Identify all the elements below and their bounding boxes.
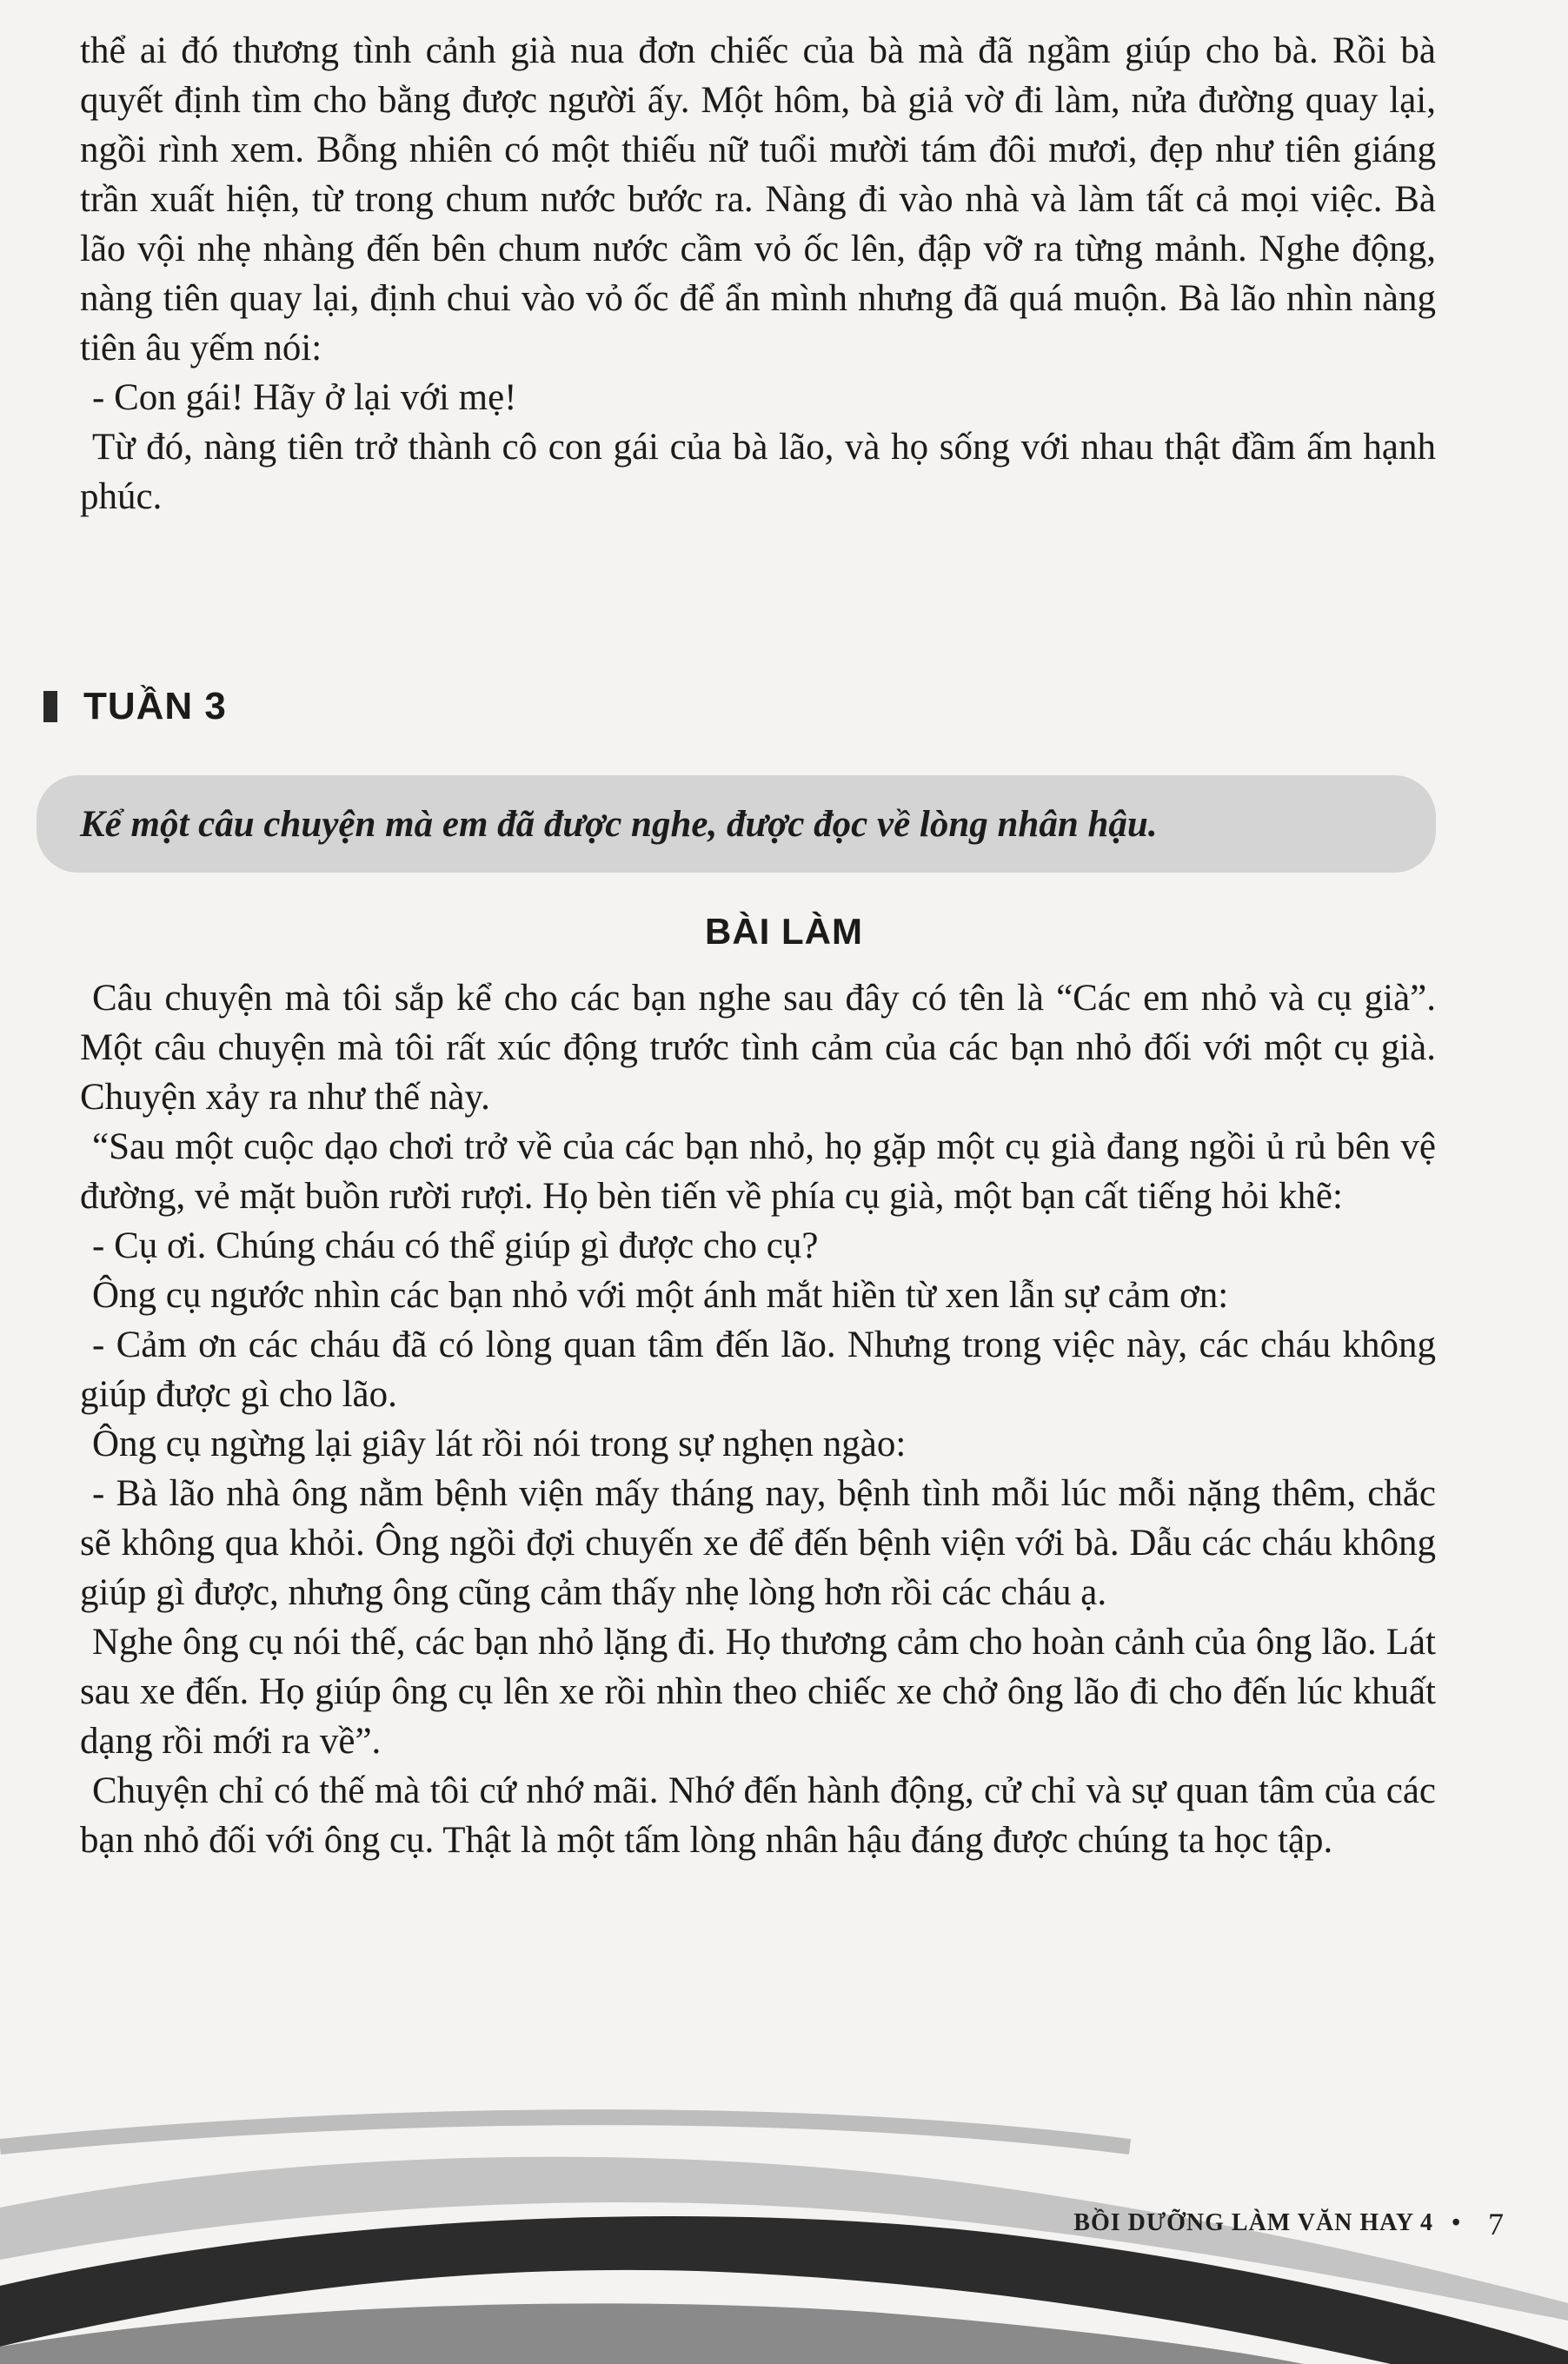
wave-mid-band (0, 2303, 1304, 2364)
book-title-footer: BỒI DƯỠNG LÀM VĂN HAY 4 (1073, 2209, 1433, 2236)
week-heading: TUẦN 3 (83, 685, 227, 727)
wave-top-line (0, 2117, 1130, 2147)
assignment-prompt: Kể một câu chuyện mà em đã được nghe, được đọc về lòng nhân hậu. (80, 803, 1158, 845)
story-paragraph: thể ai đó thương tình cảnh già nua đơn chiếc của bà mà đã ngầm giúp cho bà. Rồi bà quyết định tìm cho bằng được người ấy. Một hôm, bà giả vờ đi làm, nửa đường quay lại, ngồi rình xem. Bỗng nhiên có một thiếu nữ tuổi mười tám đôi mươi, đẹp như tiên giáng trần xuất hiện, từ trong chum nước bước ra. Nàng đi vào nhà và làm tất cả mọi việc. Bà lão vội nhẹ nhàng đến bên chum nước cầm vỏ ốc lên, đập vỡ ra từng mảnh. Nghe động, nàng tiên quay lại, định chui vào vỏ ốc để ẩn mình nhưng đã quá muộn. Bà lão nhìn nàng tiên âu yếm nói: (80, 30, 1436, 369)
square-bullet-icon (43, 691, 57, 722)
page-number: 7 (1488, 2207, 1504, 2241)
essay-paragraph: - Cụ ơi. Chúng cháu có thể giúp gì được cho cụ? (92, 1225, 819, 1266)
story-ending-text (80, 26, 1436, 521)
essay-paragraph: - Bà lão nhà ông nằm bệnh viện mấy tháng nay, bệnh tình mỗi lúc mỗi nặng thêm, chắc sẽ không qua khỏi. Ông ngồi đợi chuyến xe để đến bệnh viện với bà. Dẫu các cháu không giúp gì được, nhưng ông cũng cảm thấy nhẹ lòng hơn rồi các cháu ạ. (80, 1473, 1436, 1613)
story-paragraph: - Con gái! Hãy ở lại với mẹ! (92, 377, 517, 418)
essay-paragraph: Ông cụ ngước nhìn các bạn nhỏ với một ánh mắt hiền từ xen lẫn sự cảm ơn: (92, 1275, 1229, 1316)
essay-paragraph: “Sau một cuộc dạo chơi trở về của các bạn nhỏ, họ gặp một cụ già đang ngồi ủ rủ bên vệ đường, vẻ mặt buồn rười rượi. Họ bèn tiến về phía cụ già, một bạn cất tiếng hỏi khẽ: (80, 1126, 1436, 1217)
essay-paragraph: Câu chuyện mà tôi sắp kể cho các bạn nghe sau đây có tên là “Các em nhỏ và cụ già”. Một câu chuyện mà tôi rất xúc động trước tình cảm của các bạn nhỏ đối với một cụ già. Chuyện xảy ra như thế này. (80, 978, 1436, 1118)
essay-paragraph: - Cảm ơn các cháu đã có lòng quan tâm đến lão. Nhưng trong việc này, các cháu không giúp được gì cho lão. (80, 1325, 1436, 1415)
footer-bullet: • (1452, 2209, 1460, 2236)
essay-paragraph: Nghe ông cụ nói thế, các bạn nhỏ lặng đi. Họ thương cảm cho hoàn cảnh của ông lão. Lát sau xe đến. Họ giúp ông cụ lên xe rồi nhìn theo chiếc xe chở ông lão đi cho đến lúc khuất dạng rồi mới ra về”. (80, 1622, 1436, 1762)
essay-text (80, 973, 1436, 1865)
essay-paragraph: Ông cụ ngừng lại giây lát rồi nói trong sự nghẹn ngào: (92, 1424, 907, 1464)
essay-paragraph: Chuyện chỉ có thế mà tôi cứ nhớ mãi. Nhớ đến hành động, cử chỉ và sự quan tâm của các bạn nhỏ đối với ông cụ. Thật là một tấm lòng nhân hậu đáng được chúng ta học tập. (80, 1770, 1436, 1861)
assignment-prompt-box (37, 775, 1436, 873)
section-heading (43, 681, 227, 733)
story-paragraph: Từ đó, nàng tiên trở thành cô con gái của bà lão, và họ sống với nhau thật đầm ấm hạnh phúc. (80, 427, 1436, 517)
essay-title: BÀI LÀM (705, 911, 863, 952)
